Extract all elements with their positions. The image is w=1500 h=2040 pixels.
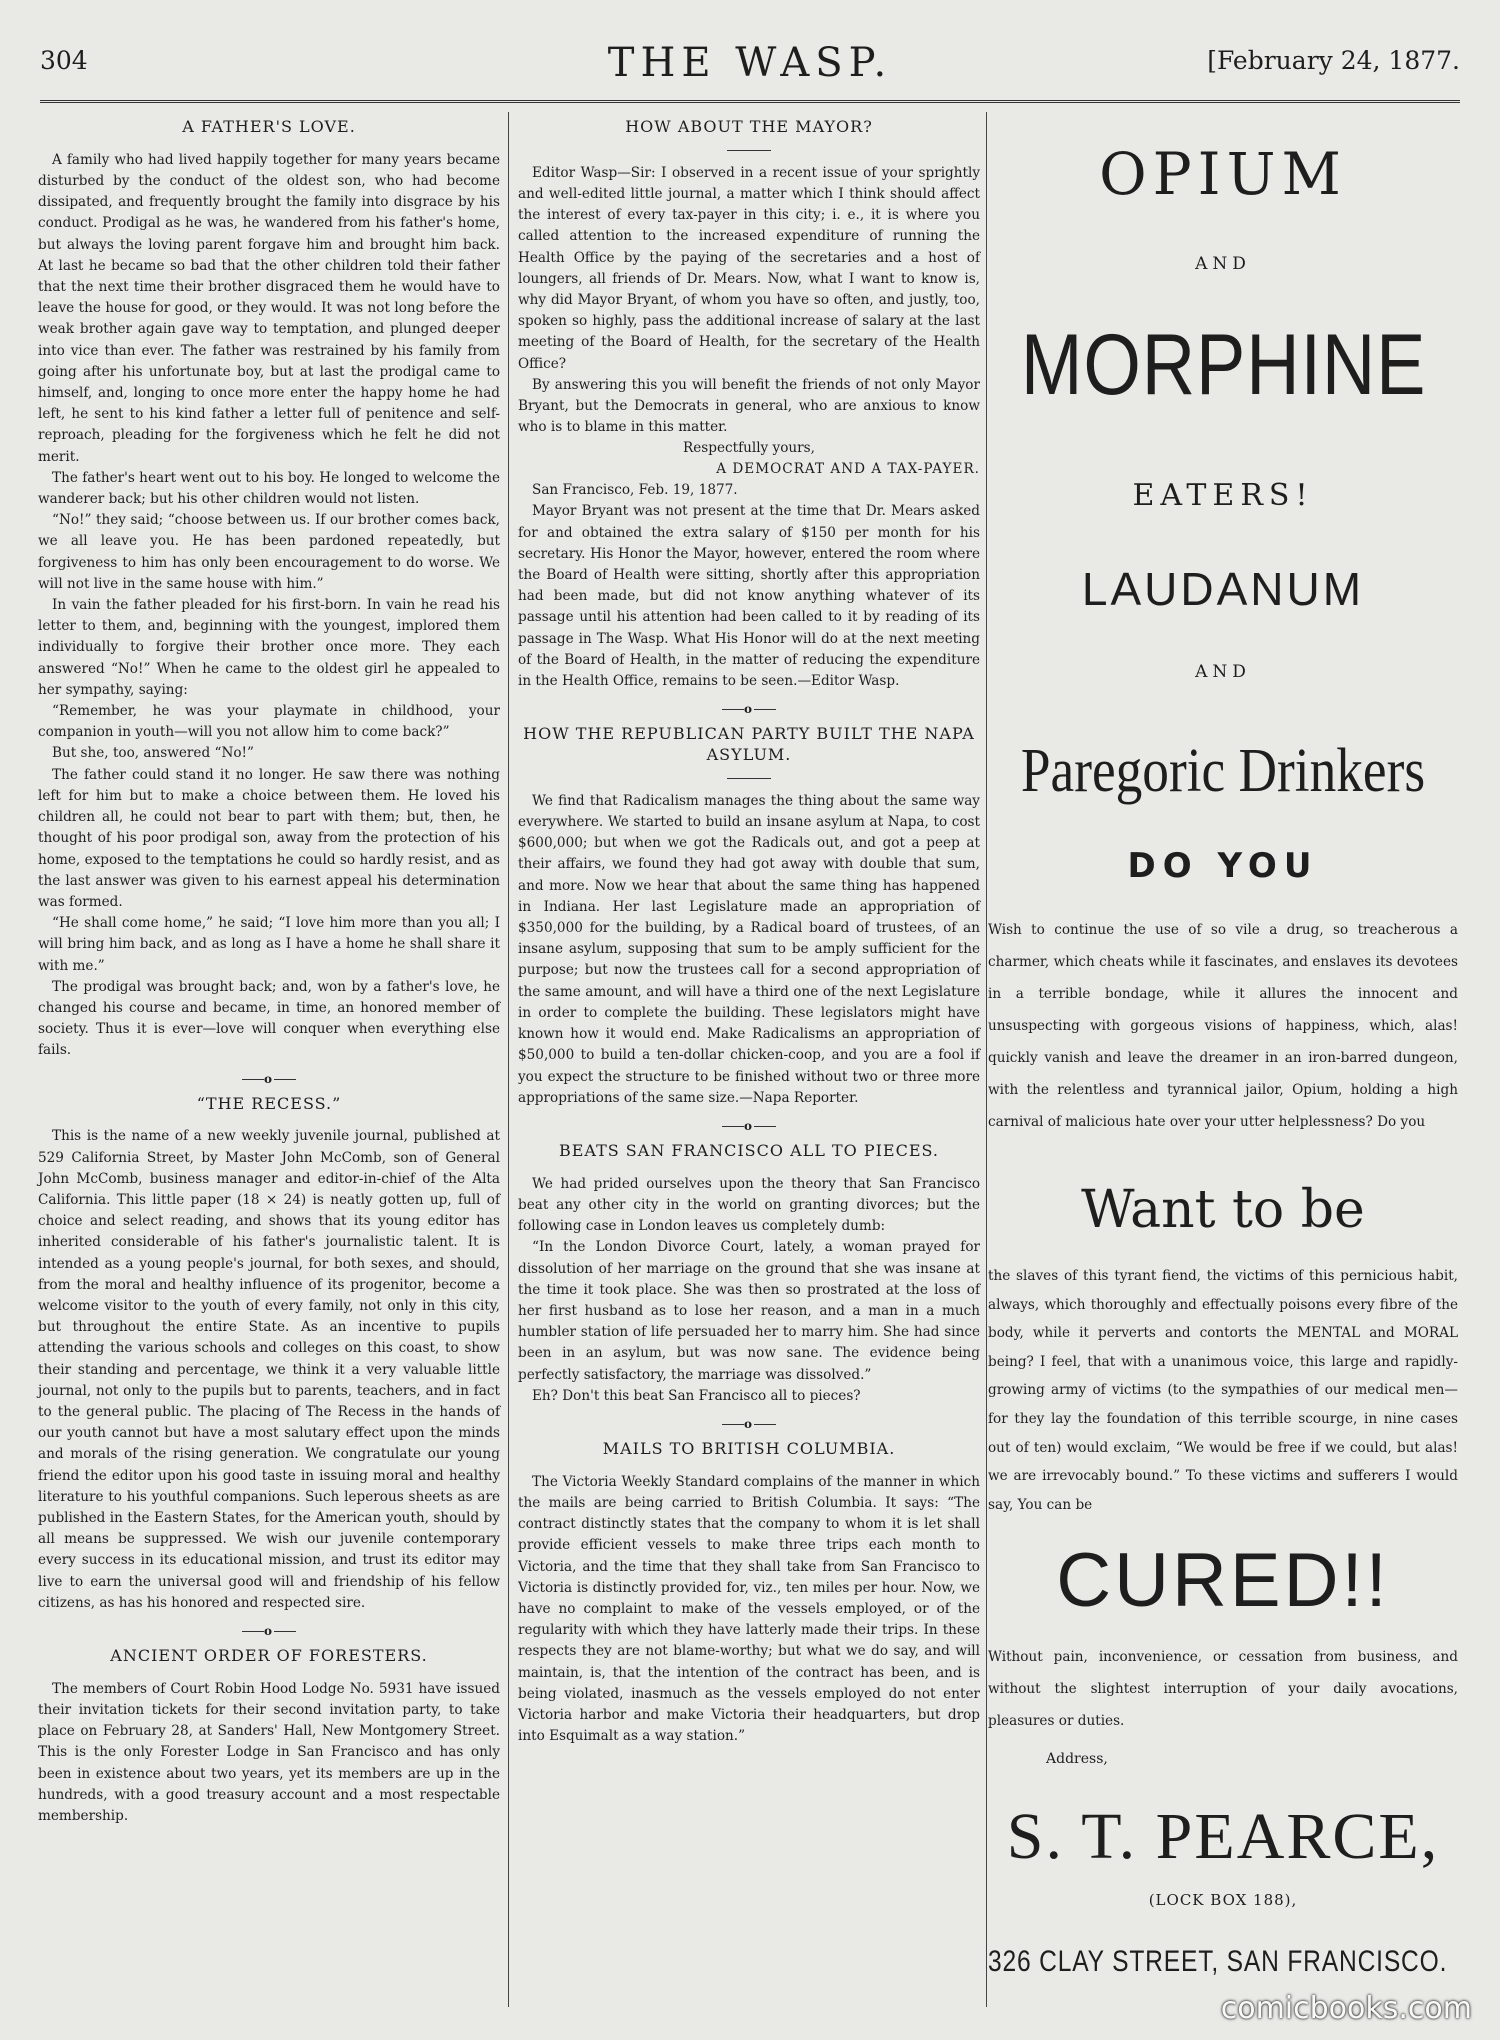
article-heading: “THE RECESS.” xyxy=(196,1093,342,1113)
ad-address-label: Address, xyxy=(1046,1751,1108,1768)
article-divorce xyxy=(518,1141,980,1407)
article-recess xyxy=(38,1094,500,1614)
article-mails xyxy=(518,1439,980,1747)
article-heading: ANCIENT ORDER OF FORESTERS. xyxy=(110,1646,428,1665)
section-divider: o xyxy=(518,1119,980,1133)
article-heading: MAILS TO BRITISH COLUMBIA. xyxy=(602,1438,896,1458)
letter-closing: Respectfully yours, xyxy=(683,440,815,457)
ad-lock-box: (LOCK BOX 188), xyxy=(1148,1891,1298,1910)
ad-body-text: Without pain, inconvenience, or cessation from business, and without the slightest interruption of your daily avocations, pleasures or duties. xyxy=(988,1649,1458,1730)
ad-headline-eaters: EATERS! xyxy=(1132,478,1314,513)
opium-cure-advertisement xyxy=(988,110,1458,2010)
article-paragraph: We find that Radicalism manages the thing about the same way everywhere. We started to build an insane asylum at Napa, to cost $600,000; but when we got the Radicals out, and got a peep at their affairs, we found they had got away with double that sum, and more. Now we hear that about the same thing has happened in Indiana. Her last Legislature made an appropriation of $350,000 for the building, by a Radical board of trustees, of an insane asylum, supposing that sum to be amply sufficient for the purpose; but now the trustees call for a second appropriation of the same amount, and will have a third one of the next Legislature in order to complete the building. These legislators might have known how it would end. Make Radicalisms an appropriation of $50,000 to build a ten-dollar chicken-coop, and you are a fool if you expect the structure to be finished without two or three more appropriations of the same size.—Napa Reporter. xyxy=(518,792,980,1106)
heading-rule xyxy=(727,778,771,779)
article-paragraph: In vain the father pleaded for his first-born. In vain he read his letter to them, and, beginning with the youngest, implored them individually to forgive their brother once more. They each answered “No!” When he came to the oldest girl he appealed to her sympathy, saying: xyxy=(38,597,500,698)
ad-headline-cured: CURED!! xyxy=(1056,1538,1390,1624)
article-paragraph: “In the London Divorce Court, lately, a woman prayed for dissolution of her marriage on the ground that she was insane at the time it took place. She was then so prostrated at the loss of her first husband as to lose her reason, and a man in a much humbler station of life persuaded her to marry him. She had since been in an asylum, but was now sane. The evidence being perfectly satisfactory, the marriage was dissolved.” xyxy=(518,1239,980,1383)
article-napa-asylum xyxy=(518,724,980,1109)
ad-headline-paregoric: Paregoric Drinkers xyxy=(1020,737,1426,805)
article-mayor xyxy=(518,117,980,692)
masthead xyxy=(40,40,1460,100)
ad-advertiser-name: S. T. PEARCE, xyxy=(1006,1800,1440,1874)
article-paragraph: The father could stand it no longer. He saw there was nothing left for him but to make a choice between them. He loved his children all, he could not bear to part with them; but, then, he thought of his poor prodigal son, away from the protection of his home, exposed to the temptations he could so hardly resist, and as the last answer was given to his earnest appeal his determination was formed. xyxy=(38,766,500,910)
article-paragraph: By answering this you will benefit the friends of not only Mayor Bryant, but the Democrats in general, who are anxious to know who is to blame in this matter. xyxy=(518,376,980,436)
ad-headline-opium: OPIUM xyxy=(1099,140,1347,208)
ad-and: AND xyxy=(1195,662,1251,682)
letter-dateline: San Francisco, Feb. 19, 1877. xyxy=(532,482,738,499)
newspaper-title: THE WASP. xyxy=(607,40,893,86)
article-heading: BEATS SAN FRANCISCO ALL TO PIECES. xyxy=(558,1140,940,1160)
section-divider: o xyxy=(518,702,980,716)
letter-signature: A DEMOCRAT AND A TAX-PAYER. xyxy=(716,461,980,478)
ad-headline-morphine: MORPHINE xyxy=(1020,317,1427,413)
column-middle xyxy=(518,113,980,1747)
column-left xyxy=(38,113,500,1827)
article-paragraph: “No!” they said; “choose between us. If our brother comes back, we all leave you. He has been pardoned repeatedly, but forgiveness to him has only been encouragement to do worse. We will not live in the same house with him.” xyxy=(38,512,500,592)
section-divider: o xyxy=(38,1624,500,1638)
article-paragraph: “Remember, he was your playmate in childhood, your companion in youth—will you not allow him to come back?” xyxy=(38,703,500,741)
article-heading: HOW ABOUT THE MAYOR? xyxy=(625,117,873,136)
article-foresters xyxy=(38,1646,500,1827)
column-divider xyxy=(986,112,987,2007)
masthead-rule xyxy=(40,100,1460,103)
article-paragraph: The father's heart went out to his boy. He longed to welcome the wanderer back; but his other children would not listen. xyxy=(38,469,500,508)
article-paragraph: The Victoria Weekly Standard complains of the manner in which the mails are being carried to British Columbia. It says: “The contract distinctly states that the company to whom it is let shall provide efficient vessels to make three trips each month to Victoria, and the time that they shall take from San Francisco to Victoria is distinctly provided for, viz., ten miles per hour. Now, we have no complaint to make of the vessels employed, or of the regularity with which they have latterly made their trips. In these respects they are not blame-worthy; but what we do say, and will maintain, is, that the intention of the contract has been, and is being violated, inasmuch as the vessels employed do not enter Victoria harbor and make Victoria their headquarters, but drop into Esquimalt as a way station.” xyxy=(518,1473,980,1745)
article-paragraph: The prodigal was brought back; and, won by a father's love, he changed his course and became, in time, an honored member of society. Thus it is ever—love will conquer when everything else fails. xyxy=(38,978,500,1059)
article-paragraph: But she, too, answered “No!” xyxy=(52,745,254,762)
watermark: comicbooks.com xyxy=(1220,1991,1472,2026)
issue-date: [February 24, 1877. xyxy=(1207,46,1460,75)
section-divider: o xyxy=(518,1417,980,1431)
ad-and: AND xyxy=(1195,254,1251,274)
article-paragraph: “He shall come home,” he said; “I love him more than you all; I will bring him back, and as long as I have a home he shall share it with me.” xyxy=(38,915,500,974)
ad-headline-laudanum: LAUDANUM xyxy=(1081,563,1365,615)
article-paragraph: Mayor Bryant was not present at the time that Dr. Mears asked for and obtained the extra salary of $150 per month for his secretary. His Honor the Mayor, however, entered the room where the Board of Health were sitting, shortly after this appropriation had been made, but did not know anything whatever of its passage until his attention had been called to it by reading of its passage in The Wasp. What His Honor will do at the next meeting of the Board of Health, in the matter of reducing the expenditure in the Health Office, remains to be seen.—Editor Wasp. xyxy=(518,503,980,690)
article-paragraph: The members of Court Robin Hood Lodge No. 5931 have issued their invitation tickets for their second invitation party, to take place on February 28, at Sanders' Hall, New Montgomery Street. This is the only Forester Lodge in San Francisco and has only been in existence about two years, yet its members are up in the hundreds, with a good treasury account and a most respectable membership. xyxy=(38,1680,500,1825)
article-heading: A FATHER'S LOVE. xyxy=(182,117,356,136)
ad-street-address: 326 CLAY STREET, SAN FRANCISCO. xyxy=(988,1945,1448,1979)
page-number: 304 xyxy=(40,46,88,75)
ad-headline-do-you: DO YOU xyxy=(1127,846,1319,886)
article-paragraph: Editor Wasp—Sir: I observed in a recent issue of your sprightly and well-edited little journal, a matter which I think should affect the interest of every tax-payer in this city; i. e., it is where you called attention to the increased expenditure of running the Health Office by the paying of the secretaries and a host of loungers, all friends of Dr. Mears. Now, what I want to know is, why did Mayor Bryant, of whom you have so often, and justly, too, spoken so highly, pass the additional increase of salary at the last meeting of the Board of Health, for the secretary of the Health Office? xyxy=(518,164,980,372)
heading-rule xyxy=(727,150,771,151)
article-heading: HOW THE REPUBLICAN PARTY BUILT THE NAPA ASYLUM. xyxy=(523,724,975,765)
article-paragraph: We had prided ourselves upon the theory that San Francisco beat any other city in the world on granting divorces; but the following case in London leaves us completely dumb: xyxy=(518,1175,980,1235)
column-divider xyxy=(508,112,509,2007)
ad-body-text: the slaves of this tyrant fiend, the victims of this pernicious habit, always, which thoroughly and effectually poisons every fibre of the body, while it perverts and contorts the MENTAL and MORAL being? I feel, that with a unanimous voice, this large and rapidly-growing army of victims (to the sympathies of our medical men—for they lay the foundation of this terrible scourge, in nine cases out of ten) would exclaim, “We would be free if we could, but alas! we are irrevocably bound.” To these victims and sufferers I would say, You can be xyxy=(988,1268,1458,1513)
section-divider: o xyxy=(38,1072,500,1086)
article-paragraph: This is the name of a new weekly juvenile journal, published at 529 California Street, by Master John McComb, son of General John McComb, business manager and editor-in-chief of the Alta California. This little paper (18 × 24) is neatly gotten up, full of choice and select reading, and shows that its young editor has inherited considerable of his father's journalistic talent. It is intended as a young people's journal, for both sexes, and should, from the moral and healthy influence of its progenitor, become a welcome visitor to the youth of every family, not only in this city, but throughout the entire State. As an incentive to pupils attending the various schools and colleges on this coast, to show their standing and percentage, we think it a very valuable little journal, not only to the pupils but to parents, teachers, and in fact to the general public. The placing of The Recess in the hands of our youth cannot but have a most salutary effect upon the minds and morals of the rising generation. We congratulate our young friend the editor upon his good taste in issuing moral and healthy literature to his youthful companions. Such leperous sheets as are published in the Eastern States, for the American youth, should by all means be suppressed. We wish our juvenile contemporary every success in its educational mission, and trust its editor may live to earn the universal good will and friendship of his fellow citizens, as has his honored and respected sire. xyxy=(38,1128,500,1611)
article-fathers-love xyxy=(38,117,500,1062)
ad-body-text: Wish to continue the use of so vile a drug, so treacherous a charmer, which cheats while it fascinates, and enslaves its devotees in a terrible bondage, while it allures the innocent and unsuspecting with gorgeous visions of happiness, which, alas! quickly vanish and leave the dreamer in an iron-barred dungeon, with the relentless and tyrannical jailor, Opium, holding a high carnival of malicious hate over your utter helplessness? Do you xyxy=(988,922,1458,1130)
article-paragraph: A family who had lived happily together for many years became disturbed by the conduct of the oldest son, who had become dissipated, and frequently brought the family into disgrace by his conduct. Prodigal as he was, he wandered from his father's home, but always the loving parent forgave him and brought him back. At last he became so bad that the other children told their father that the next time their brother disgraced them he would have to leave the house for good, or they would. It was not long before the weak brother again gave way to temptation, and plunged deeper into vice than ever. The father was restrained by his family from going after his unfortunate boy, but at last the prodigal came to himself, and, longing to once more enter the happy home he had left, he sent to his kind father a letter full of penitence and self-reproach, pleading for the forgiveness which he felt he did not merit. xyxy=(38,151,500,465)
ad-headline-want: Want to be xyxy=(1081,1180,1365,1240)
article-paragraph: Eh? Don't this beat San Francisco all to pieces? xyxy=(532,1387,861,1404)
